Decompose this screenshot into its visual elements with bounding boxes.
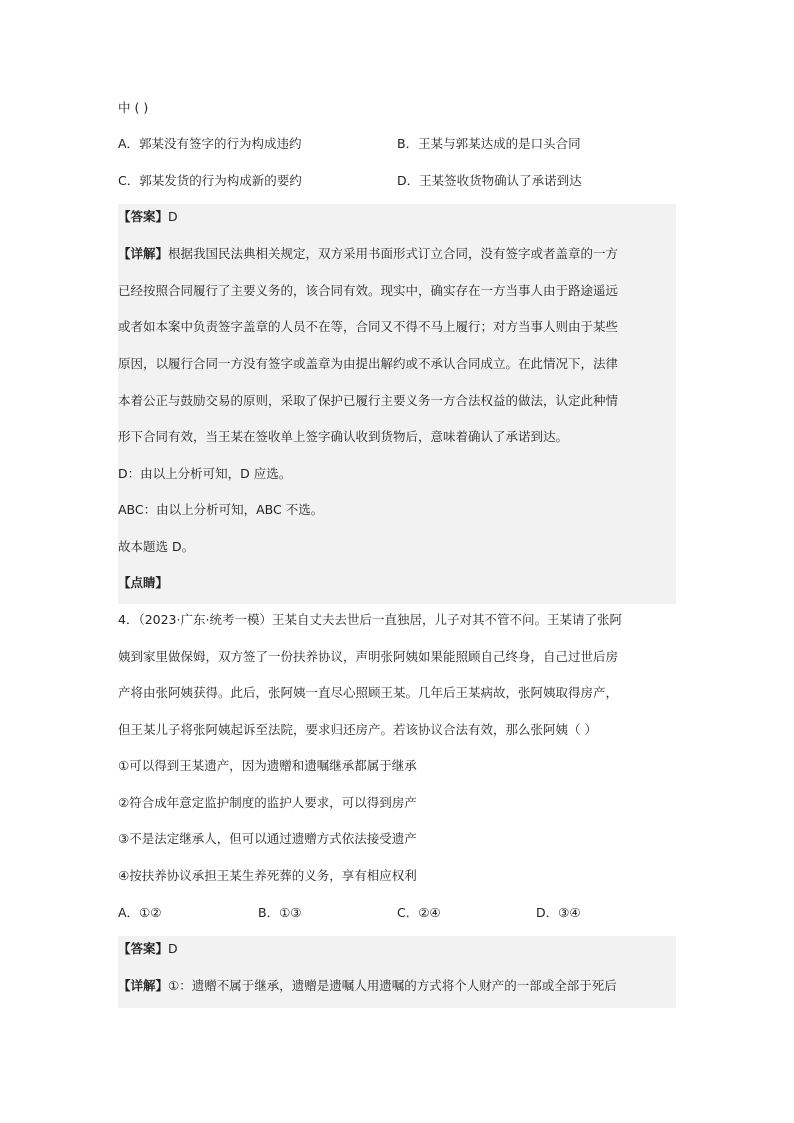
- detail-text: 根据我国民法典相关规定，双方采用书面形式订立合同，没有签字或者盖章的一方: [168, 246, 619, 261]
- detail-label: 【详解】: [118, 246, 169, 261]
- q3-detail-line-7: D：由以上分析可知，D 应选。: [118, 466, 292, 481]
- q3-detail-line-2: 已经按照合同履行了主要义务的，该合同有效。现实中，确实存在一方当事人由于路途遥远: [118, 283, 619, 298]
- q4-stem-line-4: 但王某儿子将张阿姨起诉至法院，要求归还房产。若该协议合法有效，那么张阿姨（ ）: [118, 722, 597, 737]
- q4-statement-1: ①可以得到王某遗产，因为遗赠和遗嘱继承都属于继承: [118, 758, 417, 773]
- q4-option-c: C．②④: [397, 905, 441, 920]
- q3-option-c: C．郭某发货的行为构成新的要约: [118, 173, 302, 188]
- detail-label: 【详解】: [118, 978, 169, 993]
- q3-detail-line-9: 故本题选 D。: [118, 539, 195, 554]
- q4-statement-3: ③不是法定继承人，但可以通过遗赠方式依法接受遗产: [118, 831, 417, 846]
- q4-option-a: A．①②: [118, 905, 162, 920]
- q3-detail-line-8: ABC：由以上分析可知，ABC 不选。: [118, 502, 324, 517]
- q4-answer-block: [118, 936, 676, 1008]
- q3-detail-line-3: 或者如本案中负责签字盖章的人员不在等，合同又不得不马上履行；对方当事人则由于某些: [118, 319, 619, 334]
- q3-stem-tail: 中 ( ): [118, 100, 149, 115]
- q4-statement-4: ④按扶养协议承担王某生养死葬的义务，享有相应权利: [118, 868, 417, 883]
- answer-value: D: [168, 209, 178, 224]
- q4-stem-line-3: 产将由张阿姨获得。此后，张阿姨一直尽心照顾王某。几年后王某病故，张阿姨取得房产，: [118, 685, 619, 700]
- q3-detail-line-5: 本着公正与鼓励交易的原则，采取了保护已履行主要义务一方合法权益的做法，认定此种情: [118, 393, 619, 408]
- q4-answer: [118, 940, 178, 958]
- q4-option-d: D．③④: [536, 905, 581, 920]
- q4-stem-line-2: 姨到家里做保姆，双方签了一份扶养协议，声明张阿姨如果能照顾自己终身，自己过世后房: [118, 649, 619, 664]
- answer-value: D: [168, 941, 178, 956]
- q3-point-label: 【点睛】: [118, 575, 169, 590]
- answer-label: 【答案】: [118, 941, 169, 956]
- q4-option-b: B．①③: [258, 905, 302, 920]
- answer-label: 【答案】: [118, 209, 169, 224]
- q4-stem-line-1: 4．（2023·广东·统考一模）王某自丈夫去世后一直独居，儿子对其不管不问。王某请了张阿: [118, 612, 622, 627]
- q3-detail-line-6: 形下合同有效，当王某在签收单上签字确认收到货物后，意味着确认了承诺到达。: [118, 429, 569, 444]
- q4-statement-2: ②符合成年意定监护制度的监护人要求，可以得到房产: [118, 795, 417, 810]
- detail-text: ①：遗赠不属于继承，遗赠是遗嘱人用遗嘱的方式将个人财产的一部或全部于死后: [168, 978, 617, 993]
- q3-answer: [118, 208, 178, 226]
- q3-detail-line-1: [118, 245, 618, 263]
- q3-option-a: A．郭某没有签字的行为构成违约: [118, 136, 302, 151]
- q4-detail-line-1: [118, 977, 617, 995]
- q3-option-d: D．王某签收货物确认了承诺到达: [397, 173, 582, 188]
- q3-option-b: B．王某与郭某达成的是口头合同: [397, 136, 581, 151]
- q3-detail-line-4: 原因，以履行合同一方没有签字或盖章为由提出解约或不承认合同成立。在此情况下，法律: [118, 356, 619, 371]
